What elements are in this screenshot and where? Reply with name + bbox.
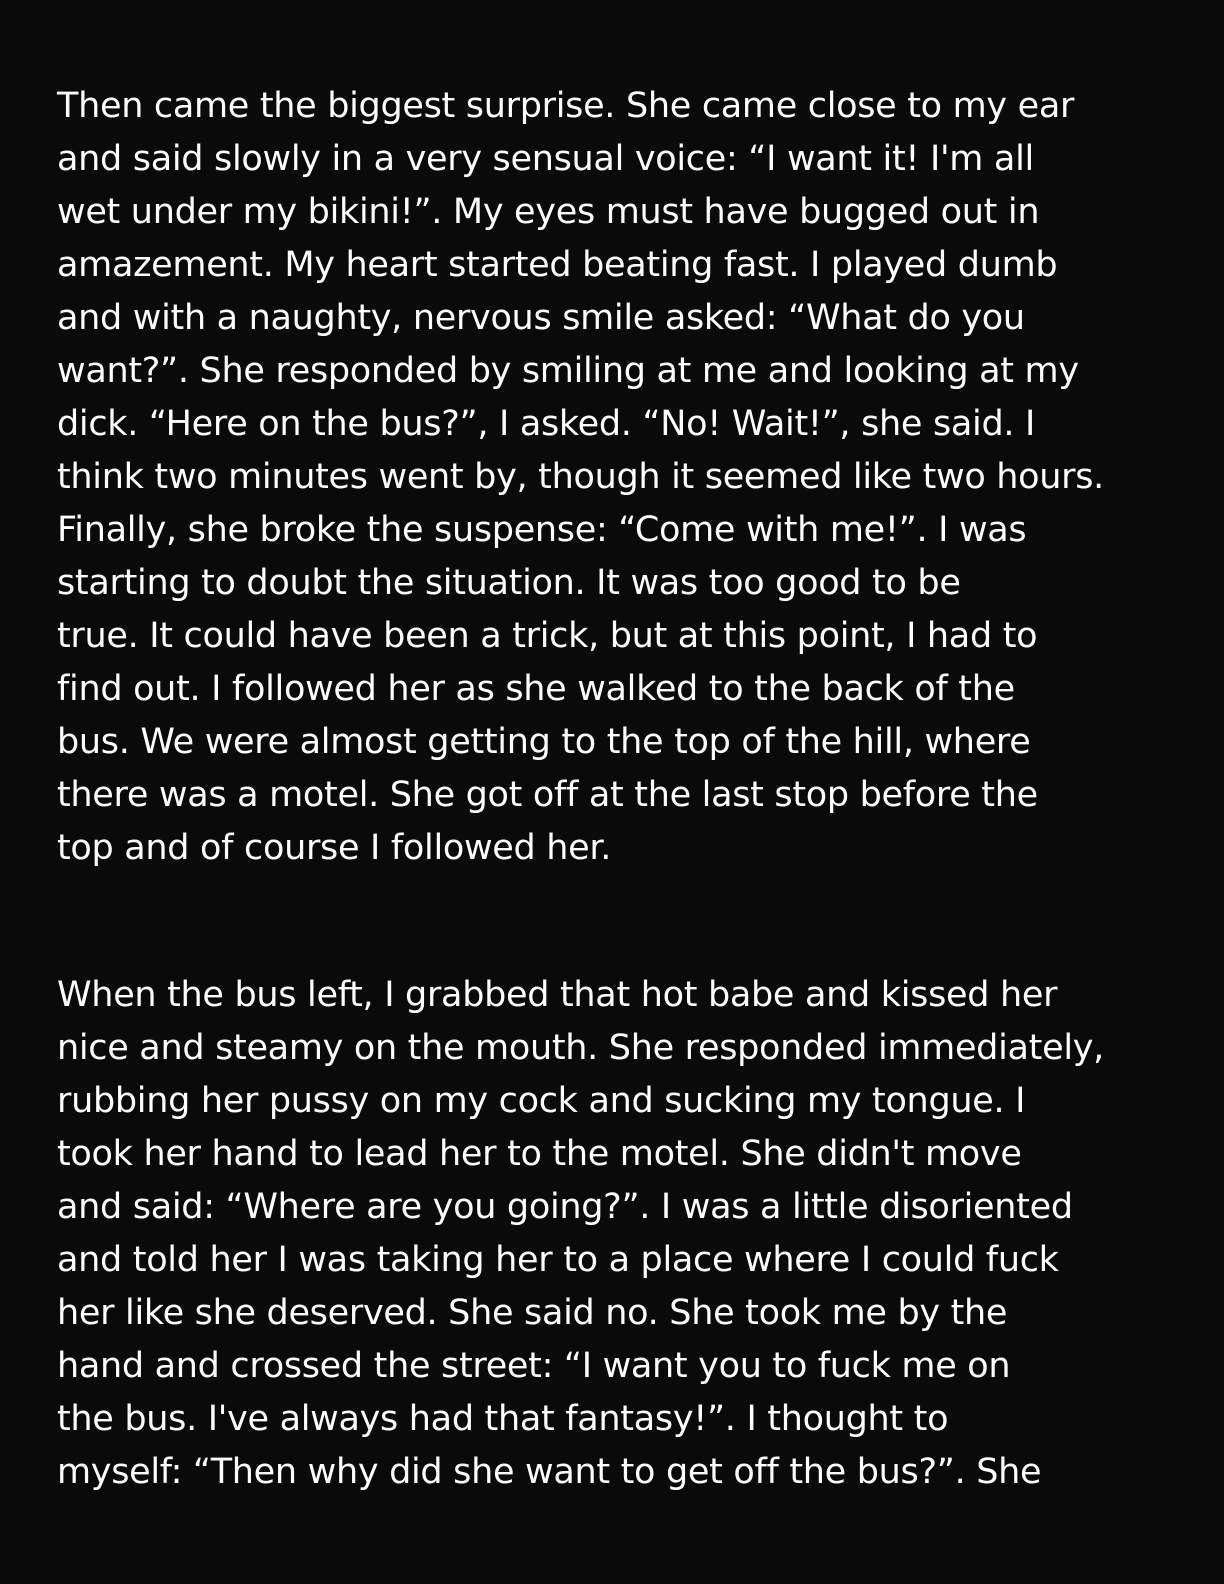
- text-line: true. It could have been a trick, but at this point, I had to: [57, 616, 1038, 656]
- text-line: and told her I was taking her to a place where I could fuck: [57, 1240, 1059, 1280]
- text-line: wet under my bikini!”. My eyes must have bugged out in: [57, 192, 1040, 232]
- text-line: myself: “Then why did she want to get off the bus?”. She: [57, 1452, 1042, 1492]
- text-line: find out. I followed her as she walked to the back of the: [57, 669, 1015, 709]
- text-line: top and of course I followed her.: [57, 828, 612, 868]
- text-line: amazement. My heart started beating fast. I played dumb: [57, 245, 1058, 285]
- text-line: think two minutes went by, though it seemed like two hours.: [57, 457, 1104, 497]
- text-line: hand and crossed the street: “I want you to fuck me on: [57, 1346, 1011, 1386]
- text-line: and said: “Where are you going?”. I was a little disoriented: [57, 1187, 1073, 1227]
- story-paragraph: [57, 969, 1170, 1499]
- text-line: Then came the biggest surprise. She came close to my ear: [57, 86, 1075, 126]
- text-line: her like she deserved. She said no. She took me by the: [57, 1293, 1008, 1333]
- story-paragraph: [57, 80, 1170, 875]
- text-line: want?”. She responded by smiling at me and looking at my: [57, 351, 1079, 391]
- text-line: bus. We were almost getting to the top of the hill, where: [57, 722, 1031, 762]
- text-line: When the bus left, I grabbed that hot babe and kissed her: [57, 975, 1058, 1015]
- text-line: and with a naughty, nervous smile asked: “What do you: [57, 298, 1025, 338]
- text-line: dick. “Here on the bus?”, I asked. “No! Wait!”, she said. I: [57, 404, 1036, 444]
- text-line: rubbing her pussy on my cock and sucking my tongue. I: [57, 1081, 1026, 1121]
- text-line: nice and steamy on the mouth. She responded immediately,: [57, 1028, 1104, 1068]
- text-line: Finally, she broke the suspense: “Come with me!”. I was: [57, 510, 1027, 550]
- text-line: there was a motel. She got off at the last stop before the: [57, 775, 1038, 815]
- text-line: starting to doubt the situation. It was too good to be: [57, 563, 961, 603]
- text-line: and said slowly in a very sensual voice: “I want it! I'm all: [57, 139, 1034, 179]
- text-line: took her hand to lead her to the motel. She didn't move: [57, 1134, 1022, 1174]
- text-line: the bus. I've always had that fantasy!”. I thought to: [57, 1399, 949, 1439]
